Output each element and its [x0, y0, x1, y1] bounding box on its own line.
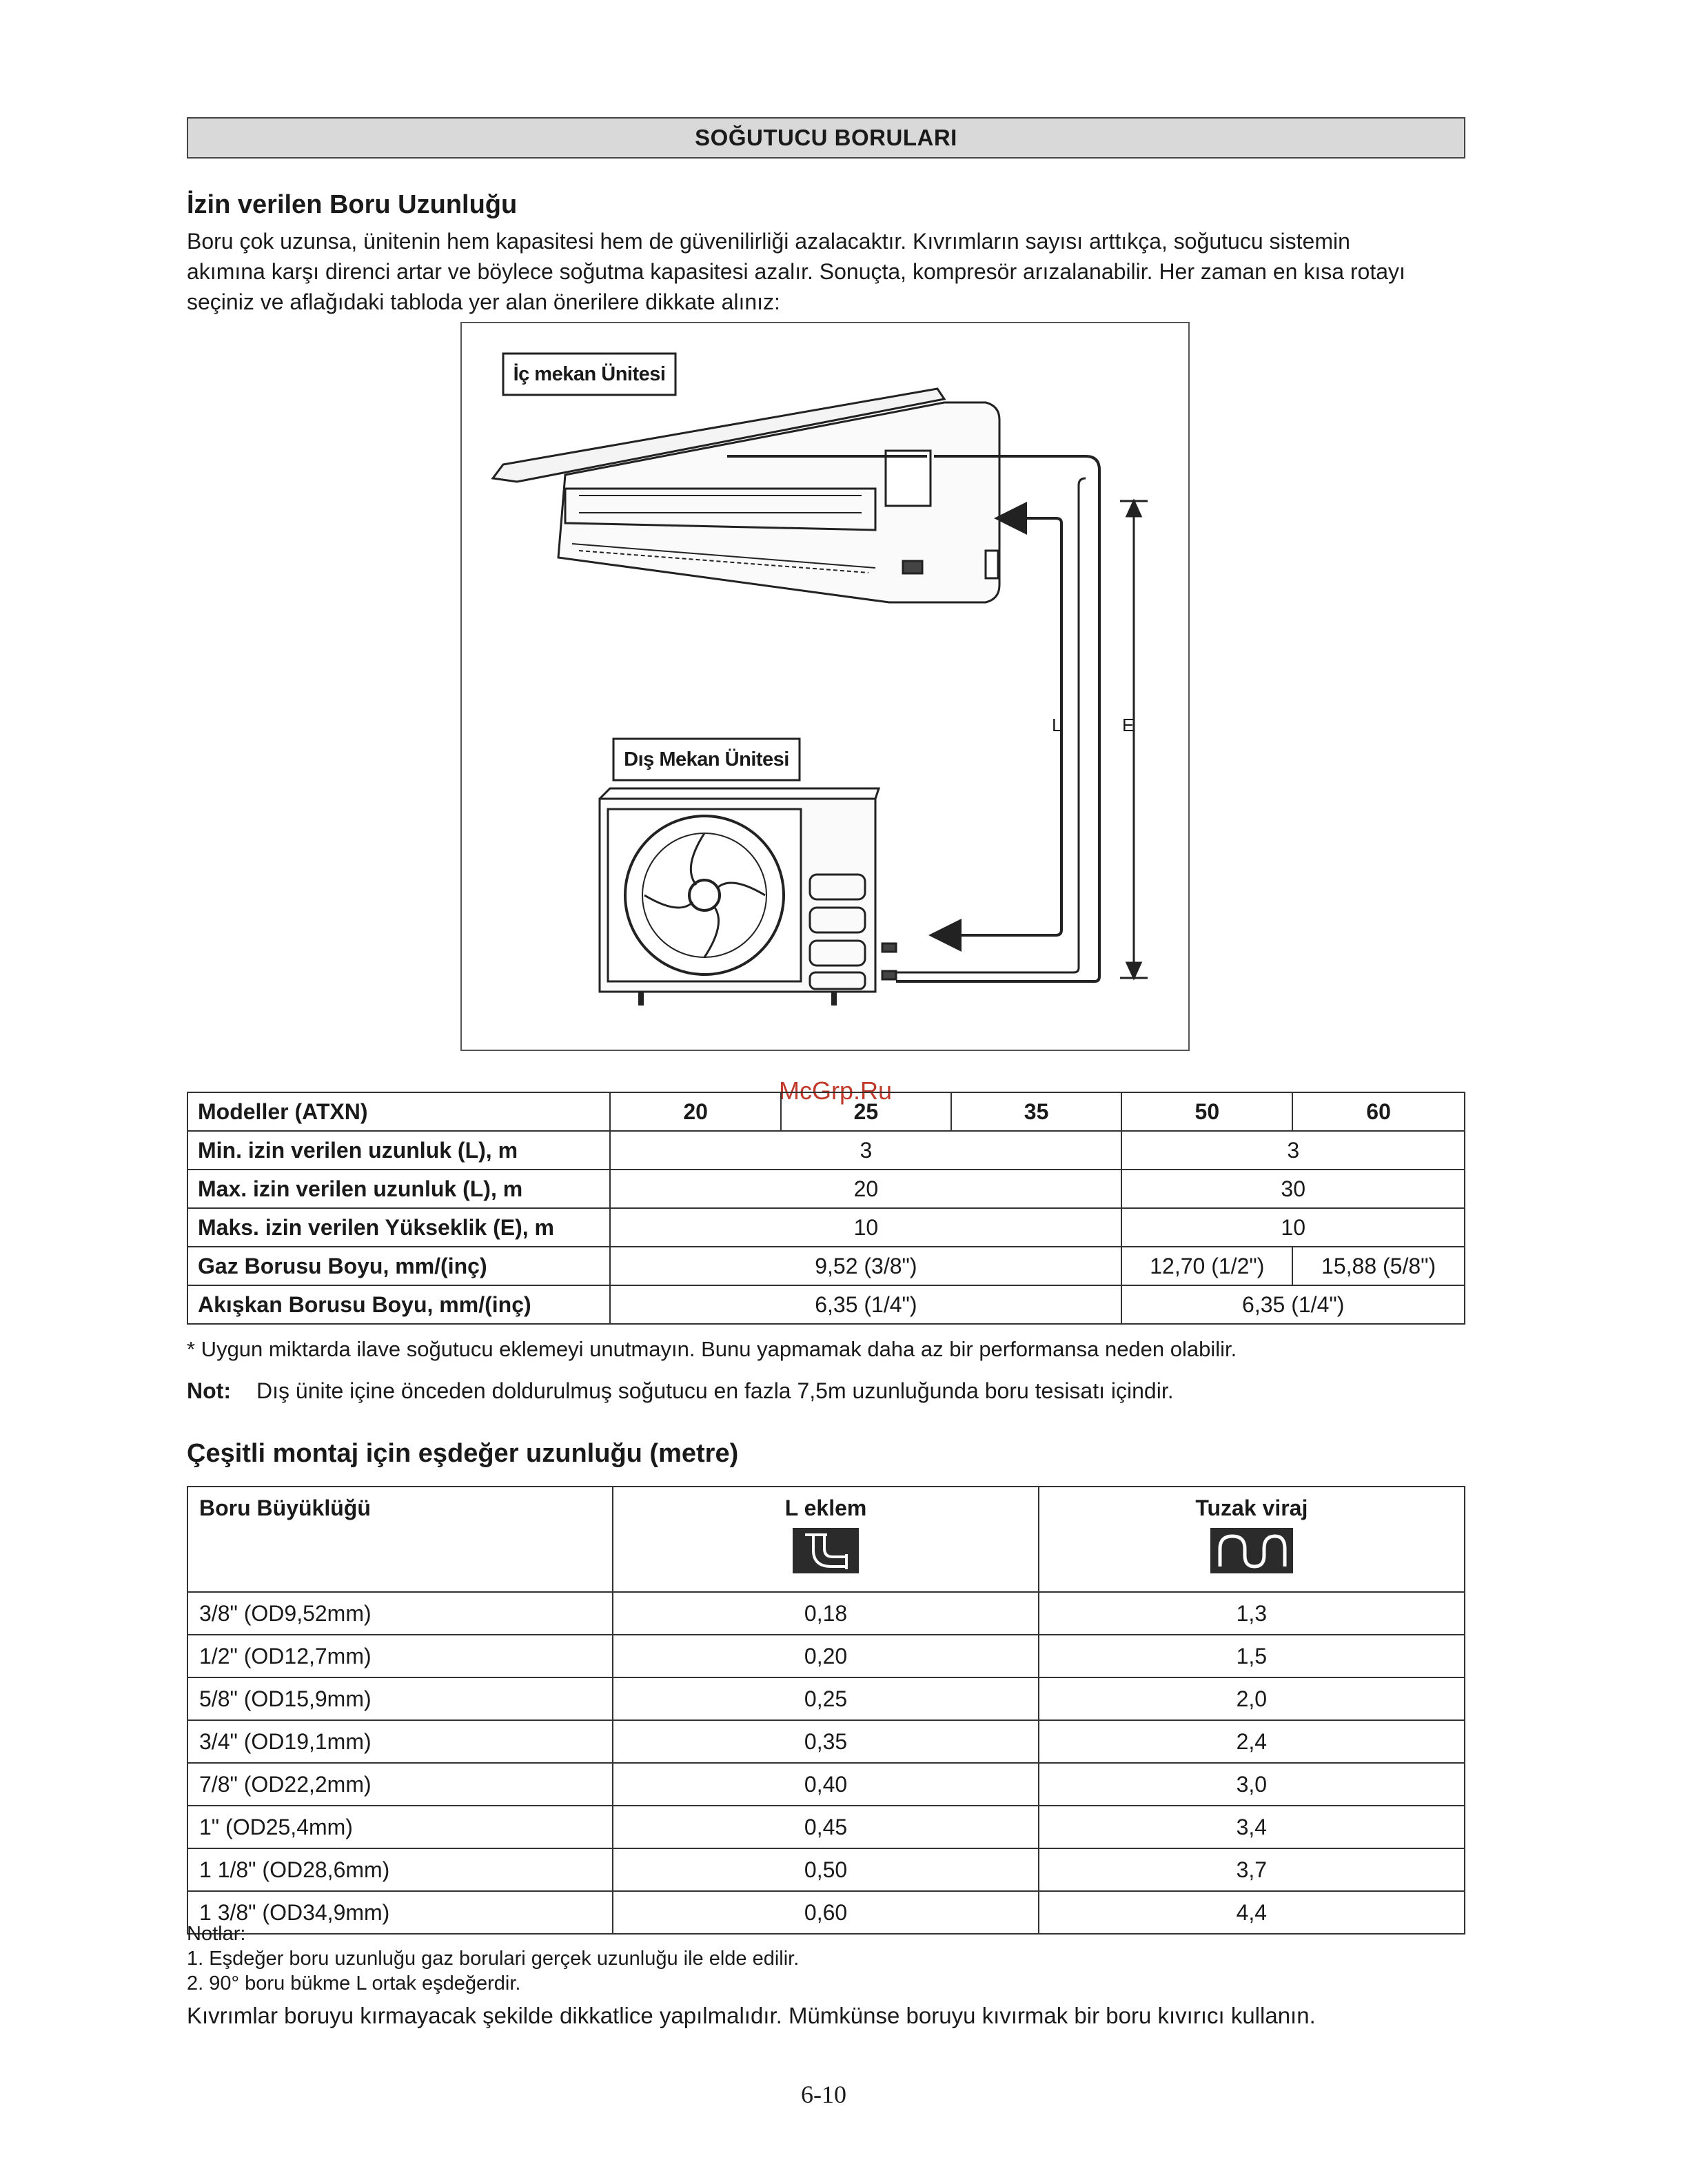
table-row — [187, 1677, 1465, 1720]
row-label: Maks. izin verilen Yükseklik (E), m — [187, 1208, 610, 1247]
table-row — [187, 1635, 1465, 1677]
elbow-value-cell: 0,35 — [613, 1720, 1038, 1763]
elbow-value-cell: 0,40 — [613, 1763, 1038, 1806]
model-cell: 25 — [781, 1092, 951, 1131]
closing-remark: Kıvrımlar boruyu kırmayacak şekilde dikkatlice yapılmalıdır. Mümkünse boruyu kıvırmak bir boru kıvırıcı kullanın. — [187, 2003, 1316, 2028]
trap-header — [1039, 1487, 1465, 1592]
table-row — [187, 1763, 1465, 1806]
page-number: 6-10 — [801, 2081, 846, 2108]
elbow-joint-icon — [793, 1528, 859, 1573]
pipe-size-cell: 7/8" (OD22,2mm) — [187, 1763, 613, 1806]
elbow-value-cell: 0,20 — [613, 1635, 1038, 1677]
pipe-size-cell: 1 3/8" (OD34,9mm) — [187, 1891, 613, 1934]
model-cell: 50 — [1121, 1092, 1292, 1131]
value-cell: 3 — [1121, 1131, 1465, 1170]
trap-bend-icon — [1210, 1528, 1293, 1573]
elbow-header-label: L eklem — [784, 1496, 867, 1520]
notes-block — [187, 1921, 799, 1996]
row-label: Gaz Borusu Boyu, mm/(inç) — [187, 1247, 610, 1285]
model-cell: 60 — [1292, 1092, 1465, 1131]
table-row — [187, 1720, 1465, 1763]
equivalent-header-row — [187, 1487, 1465, 1592]
equivalent-length-table — [187, 1486, 1465, 1935]
value-cell: 20 — [610, 1170, 1121, 1208]
piping-diagram — [460, 322, 1190, 1051]
trap-value-cell: 2,4 — [1039, 1720, 1465, 1763]
footnote: * Uygun miktarda ilave soğutucu eklemeyi unutmayın. Bunu yapmamak daha az bir performansa neden olabilir. — [187, 1337, 1237, 1361]
allowed-length-paragraph — [187, 226, 1469, 317]
note-item: 1. Eşdeğer boru uzunluğu gaz borulari gerçek uzunluğu ile elde edilir. — [187, 1948, 800, 1970]
paragraph-line: akımına karşı direnci artar ve böylece soğutma kapasitesi azalır. Sonuçta, kompresör arızalanabilir. Her zaman en kısa rotayı — [187, 259, 1405, 284]
elbow-value-cell: 0,60 — [613, 1891, 1038, 1934]
note-item: 2. 90° boru bükme L ortak eşdeğerdir. — [187, 1972, 521, 1994]
table-row — [187, 1806, 1465, 1848]
watermark: McGrp.Ru — [779, 1076, 893, 1105]
trap-value-cell: 3,0 — [1039, 1763, 1465, 1806]
length-label: L — [1052, 715, 1062, 735]
trap-value-cell: 1,5 — [1039, 1635, 1465, 1677]
note-text: Dış ünite içine önceden doldurulmuş soğutucu en fazla 7,5m uzunluğunda boru tesisatı içindir. — [256, 1378, 1174, 1403]
piping-diagram-drawing — [462, 323, 1188, 1050]
spec-table — [187, 1092, 1465, 1325]
table-row — [187, 1170, 1465, 1208]
indoor-unit-label: İç mekan Ünitesi — [513, 363, 666, 385]
pipe-size-cell: 5/8" (OD15,9mm) — [187, 1677, 613, 1720]
value-cell: 9,52 (3/8") — [610, 1247, 1121, 1285]
elbow-value-cell: 0,25 — [613, 1677, 1038, 1720]
note-label: Not: — [187, 1378, 231, 1403]
value-cell: 10 — [1121, 1208, 1465, 1247]
table-row — [187, 1848, 1465, 1891]
allowed-length-heading: İzin verilen Boru Uzunluğu — [187, 190, 518, 219]
pipe-size-header: Boru Büyüklüğü — [187, 1487, 613, 1592]
row-label: Akışkan Borusu Boyu, mm/(inç) — [187, 1285, 610, 1324]
value-cell: 10 — [610, 1208, 1121, 1247]
table-row — [187, 1247, 1465, 1285]
value-cell: 3 — [610, 1131, 1121, 1170]
pipe-size-cell: 1" (OD25,4mm) — [187, 1806, 613, 1848]
row-label: Max. izin verilen uzunluk (L), m — [187, 1170, 610, 1208]
elbow-value-cell: 0,18 — [613, 1592, 1038, 1635]
outdoor-unit-illustration — [600, 788, 896, 1006]
pipe-size-cell: 1 1/8" (OD28,6mm) — [187, 1848, 613, 1891]
pipe-size-cell: 3/4" (OD19,1mm) — [187, 1720, 613, 1763]
value-cell: 6,35 (1/4") — [610, 1285, 1121, 1324]
model-cell: 20 — [610, 1092, 781, 1131]
trap-value-cell: 3,4 — [1039, 1806, 1465, 1848]
trap-header-label: Tuzak viraj — [1195, 1496, 1308, 1520]
pipe-size-cell: 3/8" (OD9,52mm) — [187, 1592, 613, 1635]
elbow-value-cell: 0,50 — [613, 1848, 1038, 1891]
elbow-header — [613, 1487, 1038, 1592]
paragraph-line: seçiniz ve aflağıdaki tabloda yer alan önerilere dikkate alınız: — [187, 289, 780, 314]
paragraph-line: Boru çok uzunsa, ünitenin hem kapasitesi hem de güvenilirliği azalacaktır. Kıvrımların sayısı arttıkça, soğutucu sistemin — [187, 229, 1350, 254]
table-row — [187, 1131, 1465, 1170]
table-row — [187, 1208, 1465, 1247]
value-cell: 12,70 (1/2") — [1121, 1247, 1292, 1285]
value-cell: 15,88 (5/8") — [1292, 1247, 1465, 1285]
model-cell: 35 — [951, 1092, 1122, 1131]
trap-value-cell: 2,0 — [1039, 1677, 1465, 1720]
value-cell: 6,35 (1/4") — [1121, 1285, 1465, 1324]
pipe-size-cell: 1/2" (OD12,7mm) — [187, 1635, 613, 1677]
spec-header-row — [187, 1092, 1465, 1131]
trap-value-cell: 3,7 — [1039, 1848, 1465, 1891]
trap-value-cell: 4,4 — [1039, 1891, 1465, 1934]
outdoor-unit-label: Dış Mekan Ünitesi — [624, 748, 789, 770]
elevation-label: E — [1122, 715, 1135, 735]
table-row — [187, 1592, 1465, 1635]
table-row — [187, 1285, 1465, 1324]
elevation-dimension — [1120, 501, 1148, 978]
trap-value-cell: 1,3 — [1039, 1592, 1465, 1635]
value-cell: 30 — [1121, 1170, 1465, 1208]
notes-title: Notlar: — [187, 1923, 246, 1945]
spec-header-label: Modeller (ATXN) — [187, 1092, 610, 1131]
row-label: Min. izin verilen uzunluk (L), m — [187, 1131, 610, 1170]
indoor-unit-illustration — [493, 389, 999, 602]
equivalent-length-heading: Çeşitli montaj için eşdeğer uzunluğu (metre) — [187, 1439, 739, 1468]
elbow-value-cell: 0,45 — [613, 1806, 1038, 1848]
section-title: SOĞUTUCU BORULARI — [187, 117, 1465, 159]
